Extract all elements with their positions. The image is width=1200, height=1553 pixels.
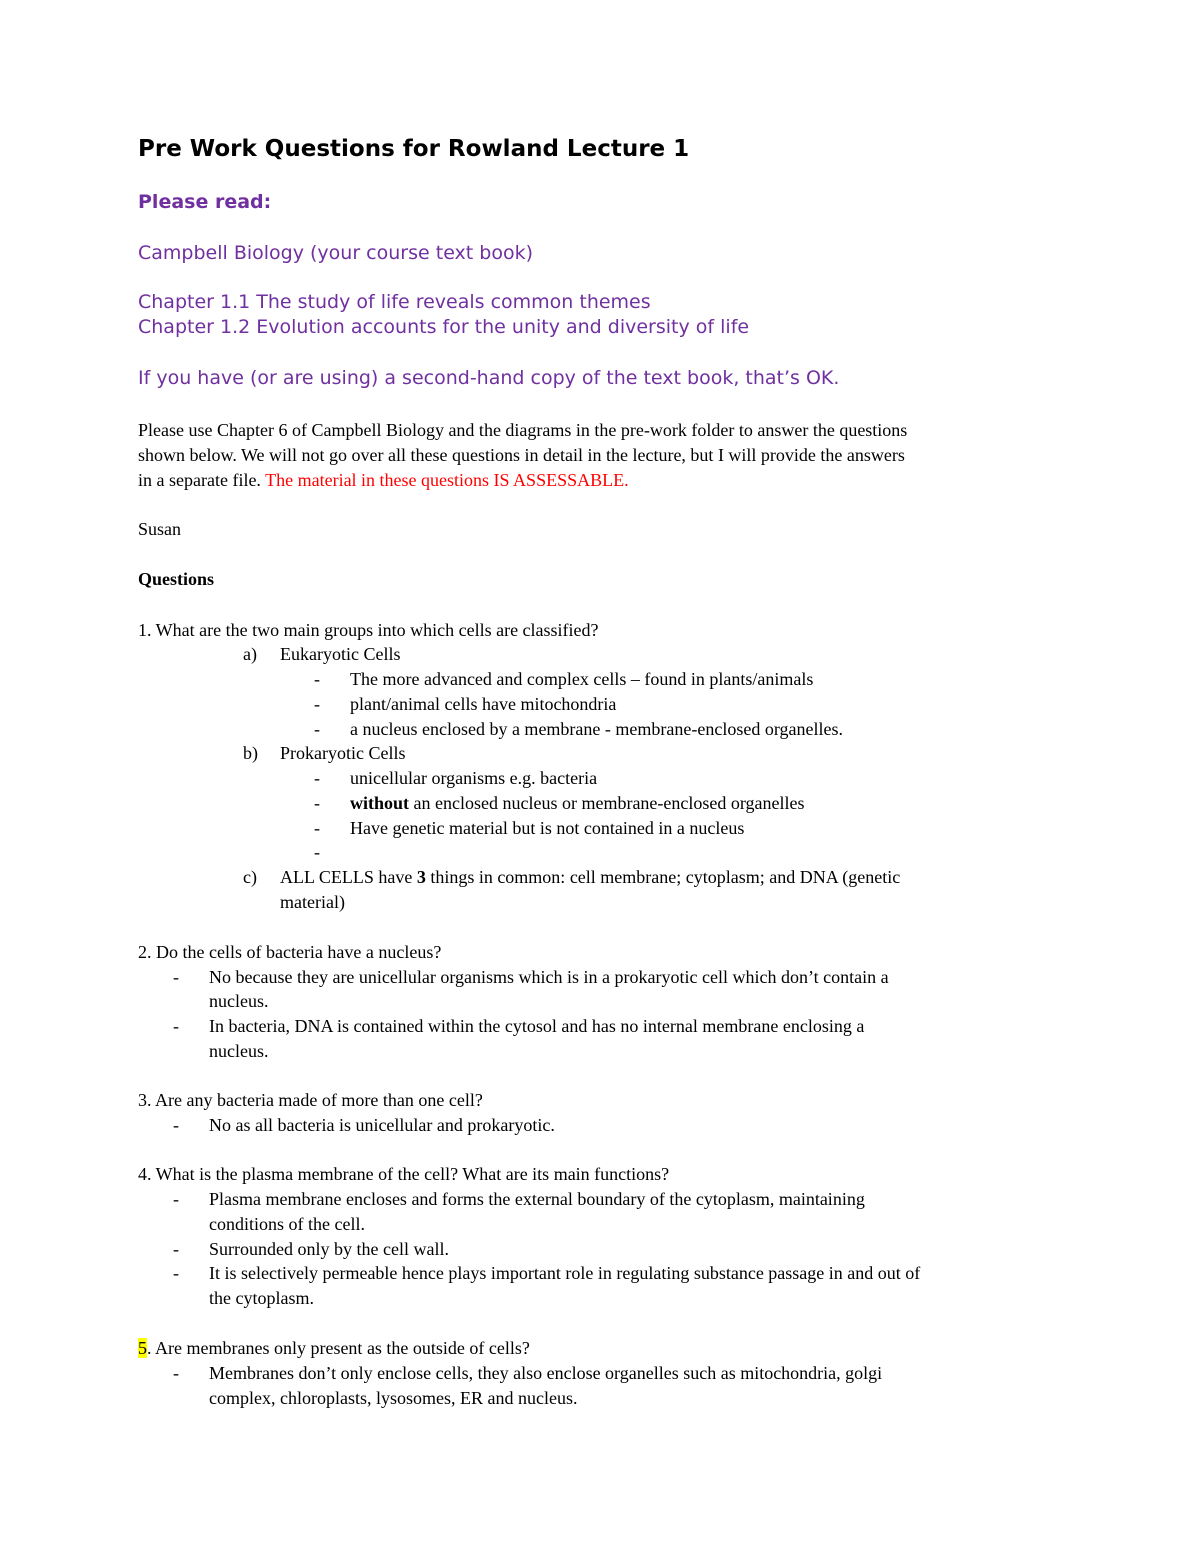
q2-answer-line: nucleus. [209, 1041, 269, 1061]
highlighted-number: 5 [138, 1338, 147, 1358]
intro-line-3 [138, 468, 629, 492]
q1-b-item [350, 791, 805, 815]
dash: - [314, 719, 320, 739]
q4-answer-line: the cytoplasm. [209, 1288, 314, 1308]
dash: - [314, 694, 320, 714]
q1-b-label: Prokaryotic Cells [280, 743, 406, 763]
question-1: 1. What are the two main groups into which cells are classified? [138, 620, 599, 640]
q1-b-item: Have genetic material but is not contained in a nucleus [350, 818, 745, 838]
q3-answer-line: No as all bacteria is unicellular and prokaryotic. [209, 1115, 555, 1135]
question-5 [138, 1336, 530, 1360]
dash: - [173, 1115, 179, 1135]
q2-answer-line: nucleus. [209, 991, 269, 1011]
q1-c-marker: c) [243, 867, 257, 887]
intro-line-2: shown below. We will not go over all these questions in detail in the lecture, but I will provide the answers [138, 445, 905, 465]
q1-a-marker: a) [243, 644, 257, 664]
dash: - [314, 768, 320, 788]
textbook-line: Campbell Biology (your course text book) [138, 242, 534, 264]
q1-c-text: things in common: cell membrane; cytoplasm; and DNA (genetic [425, 867, 901, 887]
dash: - [173, 1239, 179, 1259]
q1-c-bold-number: 3 [416, 867, 426, 887]
q4-answer-line: Plasma membrane encloses and forms the external boundary of the cytoplasm, maintaining [209, 1189, 865, 1209]
q1-b-marker: b) [243, 743, 258, 763]
question-4: 4. What is the plasma membrane of the cell? What are its main functions? [138, 1164, 670, 1184]
dash: - [173, 1016, 179, 1036]
q1-b-item-rest: an enclosed nucleus or membrane-enclosed organelles [409, 793, 805, 813]
second-hand-note: If you have (or are using) a second-hand copy of the text book, that’s OK. [138, 367, 840, 389]
q4-answer-line: conditions of the cell. [209, 1214, 365, 1234]
assessable-warning: The material in these questions IS ASSESSABLE. [265, 470, 629, 490]
dash: - [173, 967, 179, 987]
without-bold: without [350, 793, 410, 813]
question-2: 2. Do the cells of bacteria have a nucleus? [138, 942, 442, 962]
dash: - [173, 1363, 179, 1383]
q1-a-item: a nucleus enclosed by a membrane - membrane-enclosed organelles. [350, 719, 843, 739]
intro-line-3-text: in a separate file. [138, 470, 266, 490]
q2-answer-line: No because they are unicellular organisms which is in a prokaryotic cell which don’t contain a [209, 967, 889, 987]
q5-answer-line: Membranes don’t only enclose cells, they also enclose organelles such as mitochondria, golgi [209, 1363, 883, 1383]
questions-heading: Questions [138, 569, 215, 589]
q1-c-text: ALL CELLS have [280, 867, 417, 887]
q1-a-label: Eukaryotic Cells [280, 644, 401, 664]
q2-answer-line: In bacteria, DNA is contained within the cytosol and has no internal membrane enclosing a [209, 1016, 865, 1036]
chapter-1-1: Chapter 1.1 The study of life reveals common themes [138, 291, 651, 313]
q1-b-item: unicellular organisms e.g. bacteria [350, 768, 598, 788]
dash: - [314, 842, 320, 862]
question-3: 3. Are any bacteria made of more than one cell? [138, 1090, 483, 1110]
signature: Susan [138, 519, 182, 539]
dash: - [314, 793, 320, 813]
q5-answer-line: complex, chloroplasts, lysosomes, ER and nucleus. [209, 1388, 578, 1408]
q1-c-line-1 [280, 865, 900, 889]
question-5-text: . Are membranes only present as the outside of cells? [147, 1338, 530, 1358]
q4-answer-line: Surrounded only by the cell wall. [209, 1239, 449, 1259]
dash: - [173, 1189, 179, 1209]
dash: - [314, 818, 320, 838]
please-read-heading: Please read: [138, 191, 272, 213]
q1-a-item: The more advanced and complex cells – found in plants/animals [350, 669, 814, 689]
document-title: Pre Work Questions for Rowland Lecture 1 [138, 136, 690, 162]
q4-answer-line: It is selectively permeable hence plays important role in regulating substance passage in and out of [209, 1263, 921, 1283]
chapter-1-2: Chapter 1.2 Evolution accounts for the unity and diversity of life [138, 316, 750, 338]
dash: - [173, 1263, 179, 1283]
intro-line-1: Please use Chapter 6 of Campbell Biology and the diagrams in the pre-work folder to answer the questions [138, 420, 908, 440]
q1-a-item: plant/animal cells have mitochondria [350, 694, 617, 714]
q1-c-line-2: material) [280, 892, 345, 912]
dash: - [314, 669, 320, 689]
